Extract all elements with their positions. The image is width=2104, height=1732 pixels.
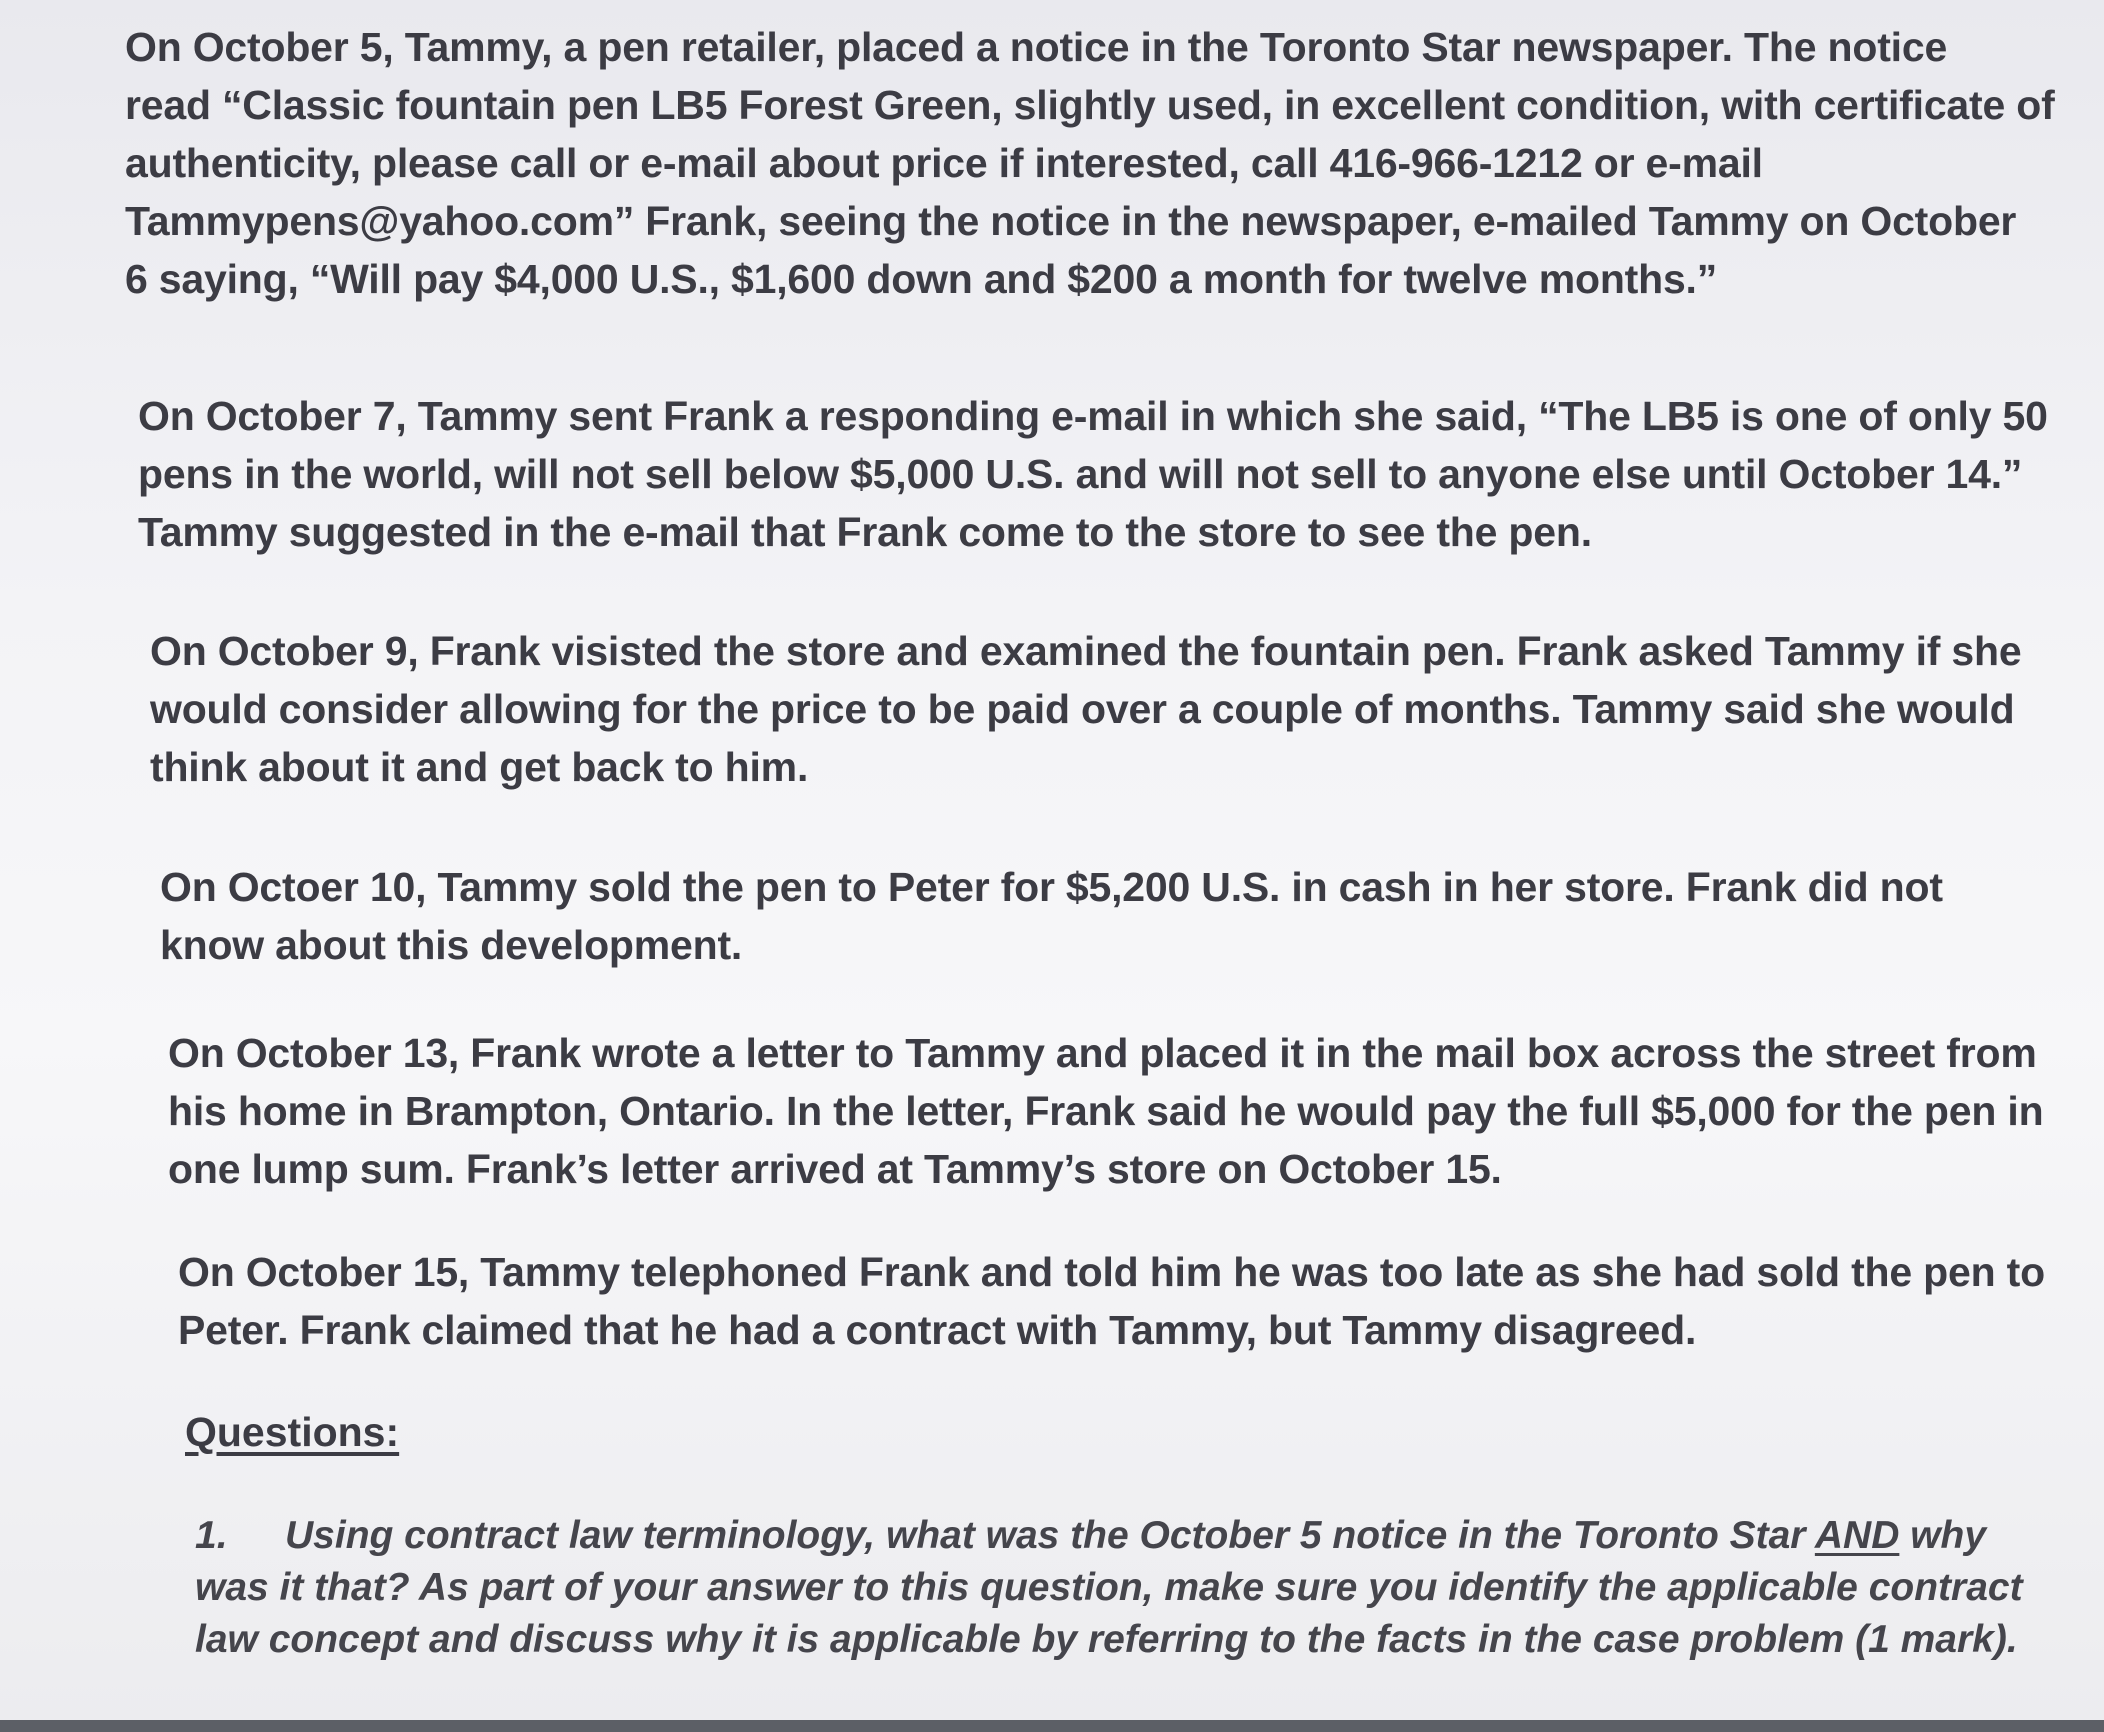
paragraph-october-7 xyxy=(138,387,2048,561)
paragraph-line: On October 7, Tammy sent Frank a responding e-mail in which she said, “The LB5 is one of only 50 xyxy=(138,393,2048,439)
paragraph-october-13 xyxy=(168,1024,2043,1198)
screen-bottom-edge xyxy=(0,1720,2104,1732)
paragraph-line: Peter. Frank claimed that he had a contract with Tammy, but Tammy disagreed. xyxy=(178,1307,1697,1353)
paragraph-october-15 xyxy=(178,1243,2045,1359)
paragraph-line: Tammypens@yahoo.com” Frank, seeing the notice in the newspaper, e-mailed Tammy on October xyxy=(125,198,2017,244)
paragraph-line: On Octoer 10, Tammy sold the pen to Peter for $5,200 U.S. in cash in her store. Frank did not xyxy=(160,864,1943,910)
paragraph-line: On October 9, Frank visisted the store and examined the fountain pen. Frank asked Tammy if she xyxy=(150,628,2022,674)
paragraph-line: authenticity, please call or e-mail about price if interested, call 416-966-1212 or e-mail xyxy=(125,140,1763,186)
question-text: why xyxy=(1899,1514,1987,1557)
question-1 xyxy=(195,1510,2023,1666)
question-number: 1. xyxy=(195,1514,228,1557)
paragraph-line: read “Classic fountain pen LB5 Forest Green, slightly used, in excellent condition, with certificate of xyxy=(125,82,2055,128)
question-line: law concept and discuss why it is applicable by referring to the facts in the case problem (1 mark). xyxy=(195,1618,2018,1661)
paragraph-october-9 xyxy=(150,622,2022,796)
paragraph-october-10 xyxy=(160,858,1943,974)
paragraph-line: On October 15, Tammy telephoned Frank and told him he was too late as she had sold the pen to xyxy=(178,1249,2045,1295)
question-line xyxy=(195,1510,2023,1562)
paragraph-line: On October 5, Tammy, a pen retailer, placed a notice in the Toronto Star newspaper. The notice xyxy=(125,24,1948,70)
paragraph-line: Tammy suggested in the e-mail that Frank come to the store to see the pen. xyxy=(138,509,1592,555)
paragraph-line: On October 13, Frank wrote a letter to Tammy and placed it in the mail box across the street from xyxy=(168,1030,2037,1076)
paragraph-line: his home in Brampton, Ontario. In the letter, Frank said he would pay the full $5,000 for the pen in xyxy=(168,1088,2044,1134)
paragraph-line: think about it and get back to him. xyxy=(150,744,809,790)
question-emphasis: AND xyxy=(1814,1514,1900,1557)
paragraph-line: one lump sum. Frank’s letter arrived at Tammy’s store on October 15. xyxy=(168,1146,1502,1192)
question-line: was it that? As part of your answer to this question, make sure you identify the applicable contract xyxy=(195,1566,2023,1609)
paragraph-line: pens in the world, will not sell below $5,000 U.S. and will not sell to anyone else until October 14.” xyxy=(138,451,2023,497)
questions-heading: Questions: xyxy=(185,1409,400,1455)
paragraph-line: know about this development. xyxy=(160,922,743,968)
paragraph-october-5 xyxy=(125,18,2055,308)
question-text: Using contract law terminology, what was the October 5 notice in the Toronto Star xyxy=(285,1514,1815,1557)
paragraph-line: 6 saying, “Will pay $4,000 U.S., $1,600 down and $200 a month for twelve months.” xyxy=(125,256,1718,302)
paragraph-line: would consider allowing for the price to be paid over a couple of months. Tammy said she would xyxy=(150,686,2015,732)
